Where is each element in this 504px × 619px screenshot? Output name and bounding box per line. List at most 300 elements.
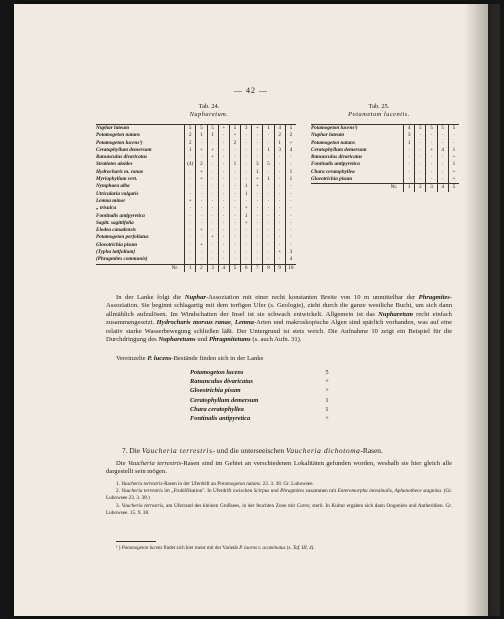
paragraph-vaucheria bbox=[106, 460, 452, 477]
table-cell: · bbox=[196, 198, 207, 205]
list-item bbox=[190, 386, 334, 395]
table-cell: 1 bbox=[448, 161, 459, 168]
table-cell: 3 bbox=[274, 147, 285, 154]
table-cell: · bbox=[229, 176, 240, 183]
table-cell: · bbox=[415, 169, 426, 176]
table-cell: · bbox=[404, 169, 415, 176]
table-cell: · bbox=[415, 176, 426, 184]
releve-number: 6 bbox=[241, 264, 252, 272]
table-cell: 3 bbox=[252, 161, 263, 168]
table-row bbox=[311, 176, 459, 184]
table-cell: · bbox=[241, 227, 252, 234]
table-cell: · bbox=[252, 213, 263, 220]
table-cell: · bbox=[426, 154, 437, 161]
table-cell: · bbox=[437, 161, 448, 168]
text-run: ¹ ) bbox=[116, 546, 122, 551]
text-run: zusammen mit bbox=[304, 488, 338, 495]
table-cell: · bbox=[218, 234, 229, 241]
paragraph-text bbox=[106, 294, 452, 344]
text-run: - und die unterseeischen bbox=[212, 446, 287, 455]
text-run: Vereinzelte bbox=[116, 355, 148, 362]
table-cell: · bbox=[185, 205, 196, 212]
note-3 bbox=[106, 503, 452, 517]
table-cell: 1 bbox=[241, 213, 252, 220]
table-cell: · bbox=[185, 234, 196, 241]
table-cell: · bbox=[229, 154, 240, 161]
table-cell: · bbox=[437, 176, 448, 184]
table-cell: 5 bbox=[185, 125, 196, 133]
species-name: Nuphar bbox=[184, 294, 206, 301]
association-name: Nupharetums bbox=[158, 336, 196, 344]
table-cell: · bbox=[263, 205, 274, 212]
table-cell: + bbox=[207, 147, 218, 154]
table-row bbox=[96, 213, 296, 220]
species-name: Fontinalis antipyretica bbox=[190, 415, 251, 423]
table-cell: · bbox=[207, 169, 218, 176]
text-run: (s. auch Aufn. 31). bbox=[250, 336, 302, 344]
table-cell: 1 bbox=[196, 132, 207, 139]
table-row bbox=[311, 140, 459, 147]
table-cell: · bbox=[241, 249, 252, 256]
association-name: Phragmitetums bbox=[208, 336, 251, 344]
table-cell: · bbox=[415, 154, 426, 161]
species-name: Myriophyllum vert. bbox=[96, 176, 138, 183]
table-row bbox=[311, 125, 459, 133]
table-cell: · bbox=[196, 249, 207, 256]
table-cell: · bbox=[218, 220, 229, 227]
species-name: Vaucheria terrestris bbox=[121, 488, 163, 495]
table-cell: · bbox=[263, 256, 274, 264]
table-cell: · bbox=[252, 242, 263, 249]
table-cell: + bbox=[196, 176, 207, 183]
species-name: Potamogeton natans bbox=[96, 132, 140, 139]
species-name: Nuphar luteum bbox=[311, 132, 345, 139]
table-cell: · bbox=[241, 234, 252, 241]
table-cell: 1 bbox=[252, 169, 263, 176]
table-cell: 5 bbox=[448, 125, 459, 133]
species-name: Potamogeton perfoliatus bbox=[96, 234, 149, 241]
table-cell: · bbox=[241, 242, 252, 249]
table-cell: · bbox=[207, 220, 218, 227]
table-row bbox=[96, 161, 296, 168]
text-run: findet sich hier meist mit der Varietät bbox=[162, 546, 240, 551]
text-run: , bbox=[230, 319, 235, 327]
table-cell: 3 bbox=[404, 132, 415, 139]
table-cell: 1 bbox=[241, 191, 252, 198]
table-cell: 1 bbox=[185, 147, 196, 154]
table-cell: · bbox=[185, 242, 196, 249]
table-cell: · bbox=[196, 183, 207, 190]
table-cell: · bbox=[252, 227, 263, 234]
table-cell: · bbox=[229, 234, 240, 241]
species-name: Potamogeton natans bbox=[311, 139, 355, 146]
table-cell: + bbox=[448, 154, 459, 161]
table-cell: · bbox=[437, 154, 448, 161]
table-cell: · bbox=[196, 191, 207, 198]
table-cell: · bbox=[185, 183, 196, 190]
species-name: (Typha latifolium) bbox=[96, 249, 136, 256]
list-item bbox=[190, 414, 334, 423]
species-name: Ranunculus divaricatus bbox=[311, 154, 363, 161]
table-cell: · bbox=[241, 256, 252, 264]
table-cell: · bbox=[415, 147, 426, 154]
species-name: Hydrocharis morsus ranae bbox=[156, 319, 231, 327]
table-cell: · bbox=[263, 132, 274, 139]
table-cell: · bbox=[218, 147, 229, 154]
table-cell: · bbox=[185, 227, 196, 234]
table-cell: 5 bbox=[263, 161, 274, 168]
table-cell: 5 bbox=[196, 125, 207, 133]
table-cell: · bbox=[252, 154, 263, 161]
table-cell: 5 bbox=[229, 125, 240, 133]
text-run: -Rasen. bbox=[360, 446, 383, 455]
table-cell: · bbox=[274, 213, 285, 220]
table-cell: · bbox=[207, 198, 218, 205]
species-name: Potamogeton lucens bbox=[121, 546, 163, 551]
table-cell: 1 bbox=[404, 140, 415, 147]
text-run: recht einfach zusammengesetzt. bbox=[106, 310, 452, 327]
species-name: Vaucheria terrestris bbox=[128, 460, 182, 467]
table-cell: + bbox=[196, 147, 207, 154]
table-row bbox=[96, 154, 296, 161]
list-item bbox=[190, 368, 334, 377]
table-row bbox=[96, 242, 296, 249]
table-cell: · bbox=[274, 183, 285, 190]
list-item bbox=[190, 396, 334, 405]
table-cell: · bbox=[285, 227, 296, 234]
species-name: Chara ceratophyllea bbox=[311, 168, 355, 175]
table-cell: · bbox=[404, 154, 415, 161]
table-cell: 1 bbox=[285, 176, 296, 183]
releve-number: 1 bbox=[185, 264, 196, 272]
releve-number: 9 bbox=[274, 264, 285, 272]
table-cell: 1 bbox=[274, 140, 285, 147]
releve-number: 7 bbox=[252, 264, 263, 272]
table-cell: · bbox=[252, 249, 263, 256]
text-run: , am Uferrand des kleinen Großsees, in der feuchten Zone mit bbox=[163, 502, 297, 509]
lucens-species-list bbox=[190, 368, 334, 423]
table-cell: · bbox=[285, 161, 296, 168]
table-24 bbox=[96, 124, 296, 272]
table-cell: · bbox=[229, 198, 240, 205]
table-cell: · bbox=[229, 213, 240, 220]
text-run: ). bbox=[311, 546, 315, 551]
table-cell: · bbox=[218, 227, 229, 234]
table-cell: · bbox=[252, 140, 263, 147]
species-name: Enteromorpha intestinalis, Aphanothece stagnina bbox=[337, 488, 442, 495]
species-name: Phragmites bbox=[280, 488, 304, 495]
text-run: und bbox=[195, 336, 209, 344]
table-cell: 1 bbox=[285, 169, 296, 176]
table-cell: 4 bbox=[274, 125, 285, 133]
table-row bbox=[96, 220, 296, 227]
table-cell: · bbox=[426, 161, 437, 168]
species-name: Lemna minor bbox=[96, 197, 126, 204]
table-cell: · bbox=[448, 132, 459, 139]
table-row bbox=[96, 140, 296, 147]
table-cell: · bbox=[185, 191, 196, 198]
species-name: Vaucheria terrestris bbox=[121, 502, 164, 509]
cover-value: 1 bbox=[325, 396, 329, 404]
table-cell: · bbox=[274, 176, 285, 183]
table-cell: + bbox=[207, 154, 218, 161]
text-run: ; steril. In Kultur ergaben sich dann Oogonien und Antheridien. Gr. Lubowsee. 15. 9. 38. bbox=[106, 502, 453, 516]
table-cell: · bbox=[437, 169, 448, 176]
table-cell: + bbox=[241, 205, 252, 212]
table-cell: · bbox=[437, 140, 448, 147]
table-cell: + bbox=[218, 125, 229, 133]
table-cell: + bbox=[185, 198, 196, 205]
footer-label: Nr. bbox=[171, 264, 179, 271]
text-run: -Bestände finden sich in der Lanke bbox=[171, 355, 264, 362]
list-item bbox=[190, 405, 334, 414]
table-cell: · bbox=[285, 154, 296, 161]
species-name: Fontinalis antipyretica bbox=[311, 161, 360, 168]
table-row bbox=[311, 147, 459, 154]
releve-number: 2 bbox=[196, 264, 207, 272]
table-row bbox=[96, 147, 296, 154]
releve-number: 10 bbox=[285, 264, 296, 272]
table-cell: · bbox=[207, 140, 218, 147]
table-cell: · bbox=[415, 132, 426, 139]
paragraph-lucens bbox=[106, 355, 452, 363]
table-cell: · bbox=[207, 161, 218, 168]
table-cell: · bbox=[241, 176, 252, 183]
note-list bbox=[106, 481, 452, 517]
paragraph-nupharetum bbox=[106, 294, 452, 344]
table-cell: 4 bbox=[437, 147, 448, 154]
table-cell: + bbox=[207, 234, 218, 241]
table-cell: 3 bbox=[241, 125, 252, 133]
text-run: -Rasen sind im Gebiet an verschiedenen Lokalitäten gefunden worden, weshalb sie hier gleich alle dargestellt sein mögen. bbox=[106, 460, 453, 476]
footer-label: Nr. bbox=[390, 184, 398, 191]
table-row bbox=[96, 191, 296, 198]
table-cell: 5 bbox=[285, 125, 296, 133]
text-run: -Assoziation mit einer recht konstanten Breite von 10 m unmittelbar der bbox=[205, 294, 419, 301]
table-cell: · bbox=[218, 161, 229, 168]
species-name: (Phragmites communis) bbox=[96, 256, 185, 264]
table-cell: + bbox=[285, 140, 296, 147]
table-cell: 5 bbox=[437, 125, 448, 133]
table-cell: · bbox=[241, 132, 252, 139]
table-cell: · bbox=[274, 154, 285, 161]
table-cell: · bbox=[415, 140, 426, 147]
table-cell: 3 bbox=[285, 249, 296, 256]
species-name: Ranunculus divaricatus bbox=[190, 378, 254, 386]
text-run: . (Gr. Lubowsee 23. 3. 38.) bbox=[106, 488, 453, 502]
table-cell: · bbox=[185, 213, 196, 220]
table-cell: · bbox=[218, 242, 229, 249]
releve-number: 3 bbox=[426, 184, 437, 192]
table-cell: · bbox=[185, 169, 196, 176]
table-cell: 4 bbox=[285, 147, 296, 154]
plate-reference: Taf. III, 4 bbox=[292, 546, 312, 551]
species-name: Ceratophyllum demersum bbox=[96, 146, 152, 153]
book-edge bbox=[488, 4, 500, 616]
table-cell: 1 bbox=[263, 125, 274, 133]
table-cell: · bbox=[274, 191, 285, 198]
table-cell: + bbox=[241, 220, 252, 227]
table-cell: · bbox=[196, 140, 207, 147]
table-cell: + bbox=[448, 169, 459, 176]
releve-number: 5 bbox=[229, 264, 240, 272]
species-name: Gloeotrichia pisum bbox=[311, 176, 404, 184]
cover-value: + bbox=[325, 415, 329, 423]
table-cell: · bbox=[252, 205, 263, 212]
table-cell: · bbox=[218, 176, 229, 183]
table-cell: + bbox=[229, 132, 240, 139]
table-cell: · bbox=[218, 183, 229, 190]
table-cell: · bbox=[229, 242, 240, 249]
species-name: Gloeotrichia pisum bbox=[96, 241, 138, 248]
table-cell: · bbox=[218, 191, 229, 198]
table-row bbox=[96, 227, 296, 234]
table-row bbox=[96, 176, 296, 183]
association-name: Nupharetum bbox=[378, 310, 413, 318]
table-cell: · bbox=[274, 234, 285, 241]
releve-number: 3 bbox=[207, 264, 218, 272]
table-cell: · bbox=[285, 183, 296, 190]
table-row bbox=[311, 132, 459, 139]
table-cell: · bbox=[229, 191, 240, 198]
species-name: Potamogeton lucens bbox=[190, 369, 244, 376]
table-cell: · bbox=[263, 234, 274, 241]
table-cell: · bbox=[263, 220, 274, 227]
book-page bbox=[14, 4, 488, 616]
table-cell: · bbox=[263, 198, 274, 205]
species-name: Utricularia vulgaris bbox=[96, 190, 139, 197]
table-row bbox=[311, 169, 459, 176]
text-run: (s. bbox=[285, 546, 293, 551]
table-cell: · bbox=[241, 169, 252, 176]
table-cell: · bbox=[437, 132, 448, 139]
table-cell: · bbox=[185, 220, 196, 227]
text-run: -Rasen in der Uferdrift an bbox=[162, 481, 218, 487]
cover-value: 1 bbox=[325, 405, 329, 413]
table-cell: · bbox=[185, 154, 196, 161]
table-cell: · bbox=[263, 249, 274, 256]
table-cell: · bbox=[218, 169, 229, 176]
table-cell: · bbox=[229, 183, 240, 190]
table-cell: · bbox=[185, 176, 196, 183]
paragraph-text bbox=[106, 355, 452, 363]
species-name: Carex bbox=[296, 502, 310, 509]
species-name: Vaucheria dichotoma bbox=[286, 446, 361, 455]
table-cell: · bbox=[196, 256, 207, 264]
table-cell: · bbox=[274, 205, 285, 212]
table-25-title: Tab. 25. bbox=[368, 103, 390, 110]
table-row bbox=[96, 169, 296, 176]
section-heading bbox=[122, 446, 383, 455]
paragraph-text bbox=[106, 460, 452, 477]
table-cell: · bbox=[196, 220, 207, 227]
table-cell: · bbox=[241, 198, 252, 205]
table-footer-row bbox=[96, 264, 296, 272]
table-cell: 5 bbox=[415, 125, 426, 133]
table-cell: · bbox=[285, 205, 296, 212]
table-cell: · bbox=[241, 147, 252, 154]
species-name: Ceratophyllum demersum bbox=[190, 396, 259, 404]
table-cell: · bbox=[196, 213, 207, 220]
table-cell: · bbox=[207, 242, 218, 249]
table-row bbox=[96, 183, 296, 190]
species-name: Nymphaea alba bbox=[96, 183, 130, 190]
table-cell: · bbox=[207, 213, 218, 220]
table-cell: 2 bbox=[196, 161, 207, 168]
table-cell: · bbox=[229, 169, 240, 176]
table-cell: 5 bbox=[426, 125, 437, 133]
table-cell: · bbox=[263, 154, 274, 161]
table-cell: · bbox=[241, 154, 252, 161]
table-cell: · bbox=[285, 198, 296, 205]
table-footer-row bbox=[311, 184, 459, 192]
table-cell: · bbox=[274, 161, 285, 168]
table-cell: 2 bbox=[229, 140, 240, 147]
table-cell: · bbox=[274, 198, 285, 205]
table-cell: · bbox=[252, 191, 263, 198]
table-25-heading bbox=[312, 103, 446, 119]
text-run: 1. bbox=[116, 481, 122, 487]
table-cell: · bbox=[448, 140, 459, 147]
table-cell: · bbox=[263, 191, 274, 198]
table-24-caption: Nupharetum. bbox=[189, 111, 229, 118]
table-cell: · bbox=[263, 169, 274, 176]
table-cell: · bbox=[218, 205, 229, 212]
species-name: P. lucens bbox=[147, 355, 172, 362]
table-cell: · bbox=[263, 213, 274, 220]
species-name: Nuphar luteum bbox=[96, 125, 185, 133]
species-name: Vaucheria terrestris bbox=[121, 481, 163, 487]
table-cell: · bbox=[274, 169, 285, 176]
table-cell: · bbox=[252, 132, 263, 139]
table-row bbox=[96, 205, 296, 212]
table-cell: · bbox=[229, 147, 240, 154]
table-cell: 2 bbox=[185, 132, 196, 139]
species-name: Elodea canadensis bbox=[96, 227, 136, 234]
table-row bbox=[96, 234, 296, 241]
table-cell: · bbox=[263, 242, 274, 249]
table-cell: 2 bbox=[285, 132, 296, 139]
text-run: 3. bbox=[116, 502, 122, 509]
table-cell: 1 bbox=[241, 183, 252, 190]
species-name: Lemna bbox=[234, 319, 254, 327]
species-name: Fontinalis antipyretica bbox=[96, 212, 145, 219]
table-cell: · bbox=[274, 220, 285, 227]
table-cell: + bbox=[196, 169, 207, 176]
page-number: — 42 — bbox=[234, 86, 268, 95]
table-row bbox=[96, 256, 296, 264]
table-cell: · bbox=[218, 213, 229, 220]
table-cell: · bbox=[185, 249, 196, 256]
table-cell: · bbox=[229, 227, 240, 234]
table-cell: + bbox=[196, 227, 207, 234]
table-cell: · bbox=[404, 176, 415, 184]
table-cell: · bbox=[426, 140, 437, 147]
species-name: Gloeotrichia pisum bbox=[190, 387, 241, 395]
table-cell: · bbox=[285, 220, 296, 227]
species-name: Hydrocharis m. ranae bbox=[96, 168, 144, 175]
table-cell: · bbox=[229, 256, 240, 264]
table-cell: 4 bbox=[285, 256, 296, 264]
table-24-title: Tab. 24. bbox=[198, 103, 220, 110]
releve-number: 1 bbox=[404, 184, 415, 192]
table-cell: · bbox=[274, 242, 285, 249]
releve-number: 2 bbox=[415, 184, 426, 192]
table-cell: · bbox=[274, 227, 285, 234]
table-cell: 1 bbox=[448, 147, 459, 154]
species-name: Potamogeton natans bbox=[217, 481, 261, 487]
table-cell: · bbox=[241, 161, 252, 168]
